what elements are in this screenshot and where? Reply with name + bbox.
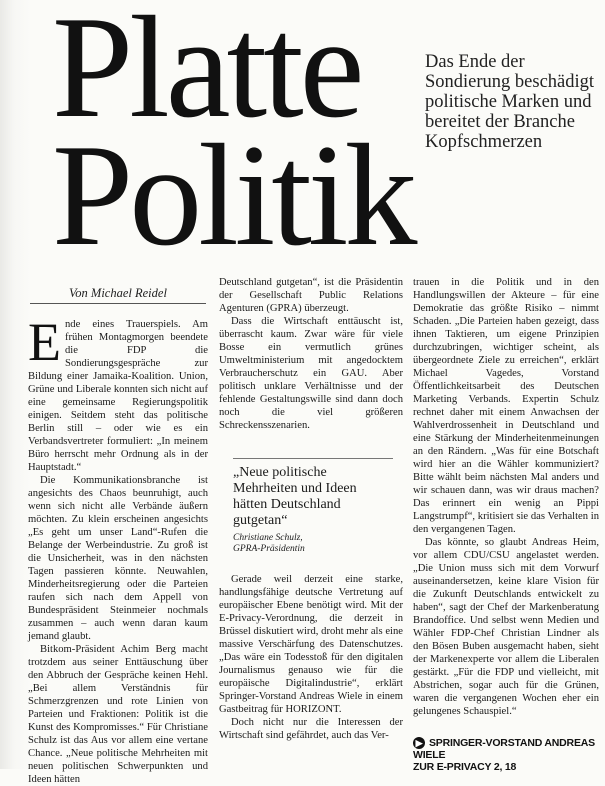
headline-line-1: Platte — [52, 0, 361, 148]
paragraph: Deutschland gutgetan“, ist die Präsidentin der Gesellschaft Public Relations Agenturen (GPRA) überzeugt. — [219, 277, 403, 314]
pull-quote — [233, 458, 393, 555]
headline-line-2: Politik — [52, 114, 414, 276]
byline: Von Michael Reidel — [30, 286, 206, 304]
paragraph: Gerade weil derzeit eine starke, handlungsfähige deutsche Vertretung auf europäischer Ebene benötigt wird. Mit der E-Privacy-Verordnung, die derzeit in Brüssel diskutiert wird, droht mehr als eine massive Verschärfung des Datenschutzes. „Das wäre ein Todesstoß für den digitalen Journalismus genauso wie für die europäische Digitalindustrie“, erklärt Springer-Vorstand Andreas Wiele in einem Gastbeitrag für HORIZONT. — [219, 574, 403, 715]
paragraph: Dass die Wirtschaft enttäuscht ist, überrascht kaum. Zwar wäre für viele Bosse ein vermutlich grünes Umweltministerium mit angedocktem Verbraucherschutz ein GAU. Aber politisch unklare Verhältnisse und der fehlende Gestaltungswille sind dann doch noch die viel größeren Schreckensszenarien. — [219, 316, 403, 431]
cross-reference-line-1: SPRINGER-VORSTAND ANDREAS WIELE — [413, 737, 595, 761]
pull-quote-text: „Neue politische Mehrheiten und Ideen hätten Deutschland gutgetan“ — [233, 465, 357, 528]
paragraph: trauen in die Politik und in den Handlungswillen der Akteure – für eine Demokratie das größte Risiko – nimmt Schaden. „Die Parteien haben gezeigt, dass ihnen Taktieren, um eigene Prinzipien durchzubringen, wichtiger scheint, als übergeordnete Ziele zu erreichen“, erklärt Michael Vagedes, Vorstand Öffentlichkeitsarbeit des Deutschen Marketing Verbands. Expertin Schulz rechnet daher mit einem Anwachsen der Wahlverdrossenheit in Deutschland und eine Stärkung der Minderheitenmeinungen an den Rändern. „Was für eine Botschaft wird hier an die Wähler kommuniziert? Bitte wählt beim nächsten Mal anders und wir schauen dann, was wir draus machen? Das erinnert ein wenig an Pippi Langstrumpf“, kritisiert sie das Verhalten in den vergangenen Tagen. — [413, 277, 599, 535]
drop-cap: E — [28, 312, 61, 372]
article-column-3 — [413, 276, 599, 746]
paragraph: Die Kommunikationsbranche ist angesichts des Chaos beunruhigt, auch wenn sich nicht alle Verbände äußern möchten. Zu klein erscheinen angesichts „Es geht um unser Land“-Rufen die Belange der Werbeindustrie. Zu groß ist die Unsicherheit, was in den nächsten Tagen passieren könnte. Neuwahlen, Minderheitsregierung oder die Parteien raufen sich nach dem Appell von Bundespräsident Steinmeier nochmals zusammen – auch wenn daran kaum jemand glaubt. — [28, 475, 208, 642]
deck-subtitle: Das Ende der Sondierung beschädigt politische Marken und bereitet der Branche Kopfschmerzen — [425, 52, 595, 152]
cross-reference[interactable] — [413, 737, 603, 773]
paragraph: Das könnte, so glaubt Andreas Heim, vor allem CDU/CSU angelastet werden. „Die Union muss sich mit dem Vorwurf auseinandersetzen, keine klare Vision für die Zukunft Deutschlands entwickelt zu haben“, sagt der Chef der Markenberatung Brandoffice. Und selbst wenn Medien und Wähler FDP-Chef Christian Lindner als den Bösen Buben ausgemacht haben, sieht der Markenexperte vor allem die Liberalen gestärkt. „Für die FDP und vielleicht, mit Abstrichen, sogar auch für die Grünen, waren die vergangenen Wochen eher ein gelungenes Schauspiel.“ — [413, 537, 599, 717]
paragraph: Doch nicht nur die Interessen der Wirtschaft sind gefährdet, auch das Ver- — [219, 717, 403, 741]
pull-quote-role: GPRA-Präsidentin — [233, 544, 305, 554]
arrow-right-icon: ▶ — [413, 737, 425, 749]
pull-quote-name: Christiane Schulz, — [233, 533, 303, 543]
paragraph: nde eines Trauerspiels. Am frühen Montagmorgen beendete die FDP die Sondierungsgespräche zur Bildung einer Jamaika-Koalition. Union, Grüne und Liberale konnten sich nicht auf eine gemeinsame Regierungspolitik einigen. Seitdem steht das politische Berlin still – oder wie es ein Verbandsvertreter formuliert: „In meinem Büro herrscht mehr Ordnung als in der Hauptstadt.“ — [28, 319, 208, 473]
article-column-2 — [219, 276, 403, 769]
cross-reference-line-2: ZUR E-PRIVACY 2, 18 — [413, 761, 517, 773]
paragraph: Bitkom-Präsident Achim Berg macht trotzdem aus seiner Enttäuschung über den Abbruch der Gespräche keinen Hehl. „Bei allem Verständnis für Schmerzgrenzen und rote Linien von Parteien und Fraktionen: Politik ist die Kunst des Kompromisses.“ Für Christiane Schulz ist das Aus vor allem eine vertane Chance. „Neue politische Mehrheiten mit neuen politischen Schwerpunkten und Ideen hätten — [28, 644, 208, 785]
article-column-1 — [28, 312, 208, 785]
